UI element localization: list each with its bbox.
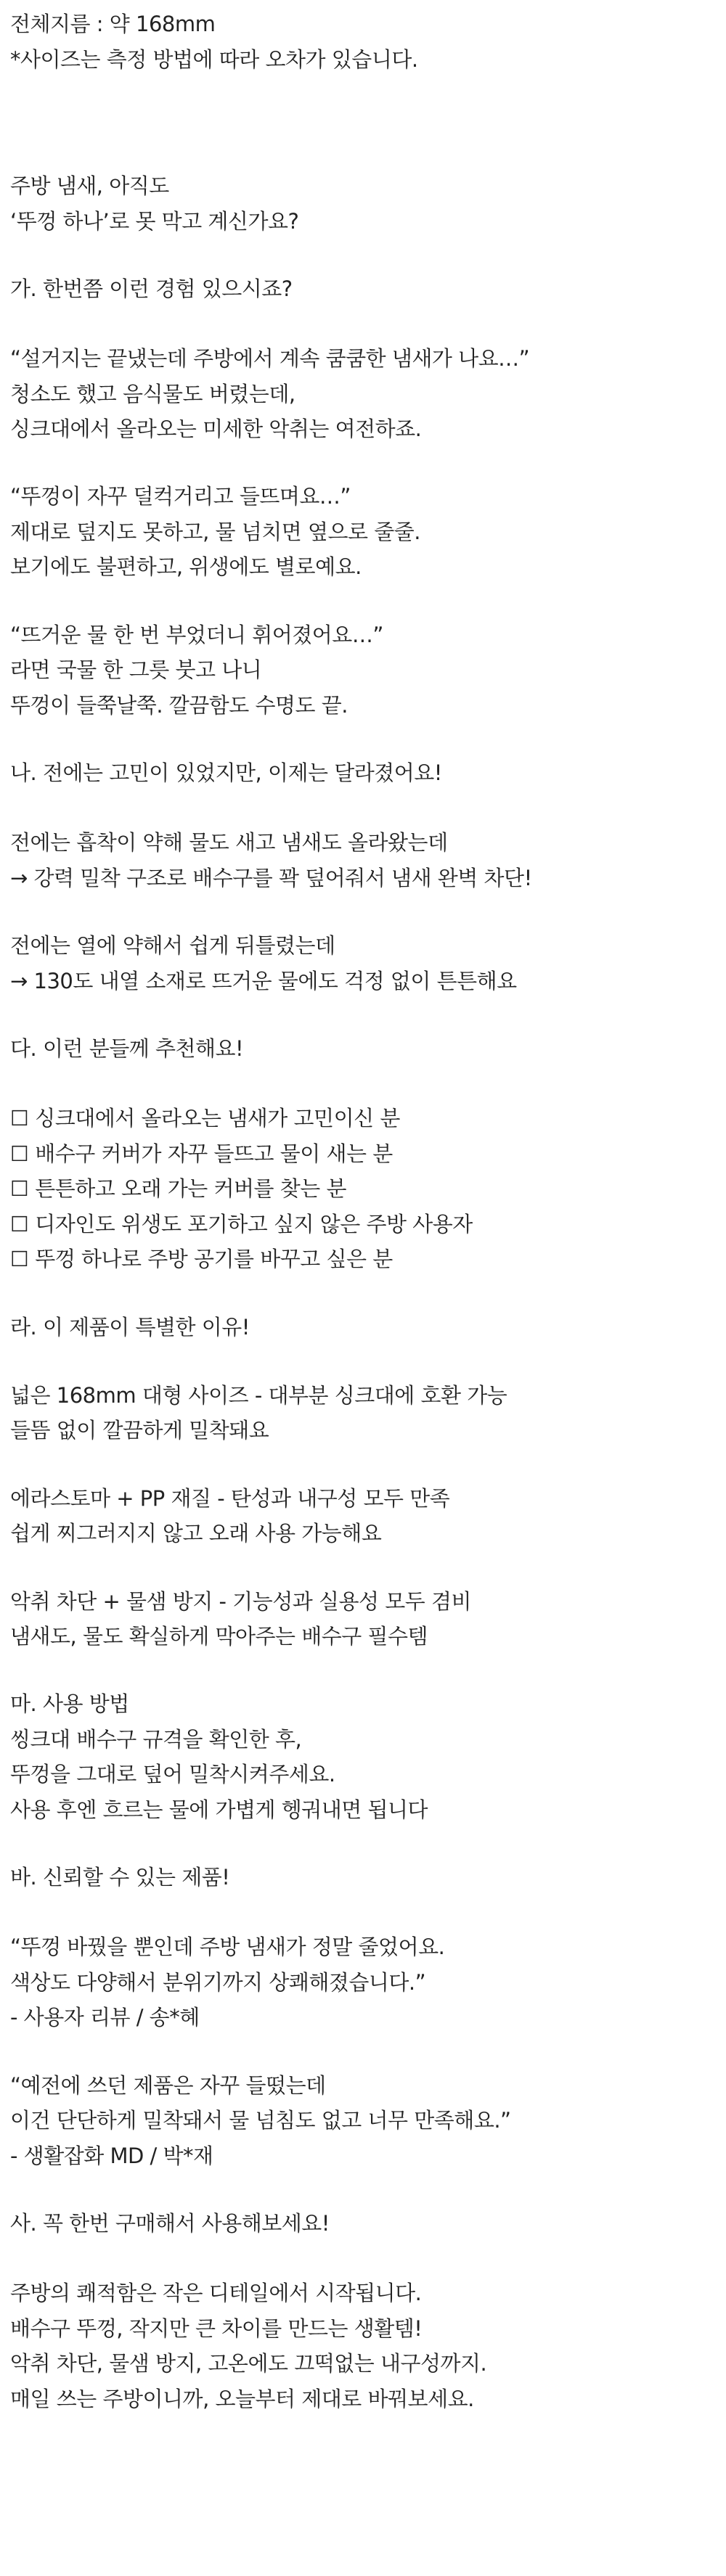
paragraph-line: 에라스토마 + PP 재질 - 탄성과 내구성 모두 만족 [10,1486,450,1511]
review-line: “예전에 쓰던 제품은 자꾸 들떴는데 [10,2073,326,2098]
checklist-item: ☐ 싱크대에서 올라오는 냄새가 고민이신 분 [10,1106,400,1131]
checklist-item: ☐ 배수구 커버가 자꾸 들뜨고 물이 새는 분 [10,1141,393,1166]
paragraph-line: 넓은 168mm 대형 사이즈 - 대부분 싱크대에 호환 가능 [10,1383,507,1408]
paragraph-line: “뚜껑이 자꾸 덜컥거리고 들뜨며요…” [10,484,351,509]
paragraph-line: 뚜껑을 그대로 덮어 밀착시켜주세요. [10,1762,335,1787]
checklist-item: ☐ 튼튼하고 오래 가는 커버를 찾는 분 [10,1176,347,1201]
section-heading: 사. 꼭 한번 구매해서 사용해보세요! [10,2211,330,2236]
section-heading: 나. 전에는 고민이 있었지만, 이제는 달라졌어요! [10,760,442,785]
paragraph-line: 라면 국물 한 그릇 붓고 나니 [10,657,262,682]
paragraph-line: → 강력 밀착 구조로 배수구를 꽉 덮어줘서 냄새 완벽 차단! [10,866,532,890]
section-heading: 가. 한번쯤 이런 경험 있으시죠? [10,276,293,301]
paragraph-line: 악취 차단, 물샘 방지, 고온에도 끄떡없는 내구성까지. [10,2351,487,2376]
review-author: - 사용자 리뷰 / 송*혜 [10,2005,200,2030]
section-heading: 바. 신뢰할 수 있는 제품! [10,1865,230,1890]
paragraph-line: 사용 후엔 흐르는 물에 가볍게 헹궈내면 됩니다 [10,1797,428,1822]
section-heading: 다. 이런 분들께 추천해요! [10,1036,244,1061]
paragraph-line: 쉽게 찌그러지지 않고 오래 사용 가능해요 [10,1521,382,1546]
paragraph-line: 냄새도, 물도 확실하게 막아주는 배수구 필수템 [10,1624,428,1649]
section-heading: 라. 이 제품이 특별한 이유! [10,1315,250,1340]
headline: 주방 냄새, 아직도 [10,173,169,198]
checklist-item: ☐ 디자인도 위생도 포기하고 싶지 않은 주방 사용자 [10,1212,473,1236]
section-heading: 마. 사용 방법 [10,1691,129,1716]
paragraph-line: 매일 쓰는 주방이니까, 오늘부터 제대로 바꿔보세요. [10,2387,474,2411]
paragraph-line: 뚜껑이 들쭉날쭉. 깔끔함도 수명도 끝. [10,693,348,718]
headline: ‘뚜껑 하나’로 못 막고 계신가요? [10,209,299,234]
paragraph-line: 들뜸 없이 깔끔하게 밀착돼요 [10,1418,269,1443]
review-author: - 생활잡화 MD / 박*재 [10,2144,213,2168]
spec-diameter: 전체지름 : 약 168mm [10,12,216,36]
paragraph-line: 싱크대에서 올라오는 미세한 악취는 여전하죠. [10,417,422,441]
checklist-item: ☐ 뚜껑 하나로 주방 공기를 바꾸고 싶은 분 [10,1247,393,1271]
paragraph-line: 보기에도 불편하고, 위생에도 별로예요. [10,554,362,579]
paragraph-line: 전에는 열에 약해서 쉽게 뒤틀렸는데 [10,933,335,958]
paragraph-line: 주방의 쾌적함은 작은 디테일에서 시작됩니다. [10,2281,422,2305]
review-line: “뚜껑 바꿨을 뿐인데 주방 냄새가 정말 줄었어요. [10,1935,445,1959]
review-line: 이건 단단하게 밀착돼서 물 넘침도 없고 너무 만족해요.” [10,2108,511,2133]
paragraph-line: 청소도 했고 음식물도 버렸는데, [10,382,295,406]
paragraph-line: 씽크대 배수구 규격을 확인한 후, [10,1727,302,1752]
paragraph-line: → 130도 내열 소재로 뜨거운 물에도 걱정 없이 튼튼해요 [10,969,517,993]
spec-note: *사이즈는 측정 방법에 따라 오차가 있습니다. [10,47,418,72]
paragraph-line: 악취 차단 + 물샘 방지 - 기능성과 실용성 모두 겸비 [10,1589,471,1614]
paragraph-line: 전에는 흡착이 약해 물도 새고 냄새도 올라왔는데 [10,830,448,855]
paragraph-line: “뜨거운 물 한 번 부었더니 휘어졌어요…” [10,623,383,647]
paragraph-line: “설거지는 끝냈는데 주방에서 계속 쿰쿰한 냄새가 나요…” [10,346,530,371]
review-line: 색상도 다양해서 분위기까지 상쾌해졌습니다.” [10,1970,426,1995]
paragraph-line: 배수구 뚜껑, 작지만 큰 차이를 만드는 생활템! [10,2316,423,2341]
paragraph-line: 제대로 덮지도 못하고, 물 넘치면 옆으로 줄줄. [10,520,420,544]
